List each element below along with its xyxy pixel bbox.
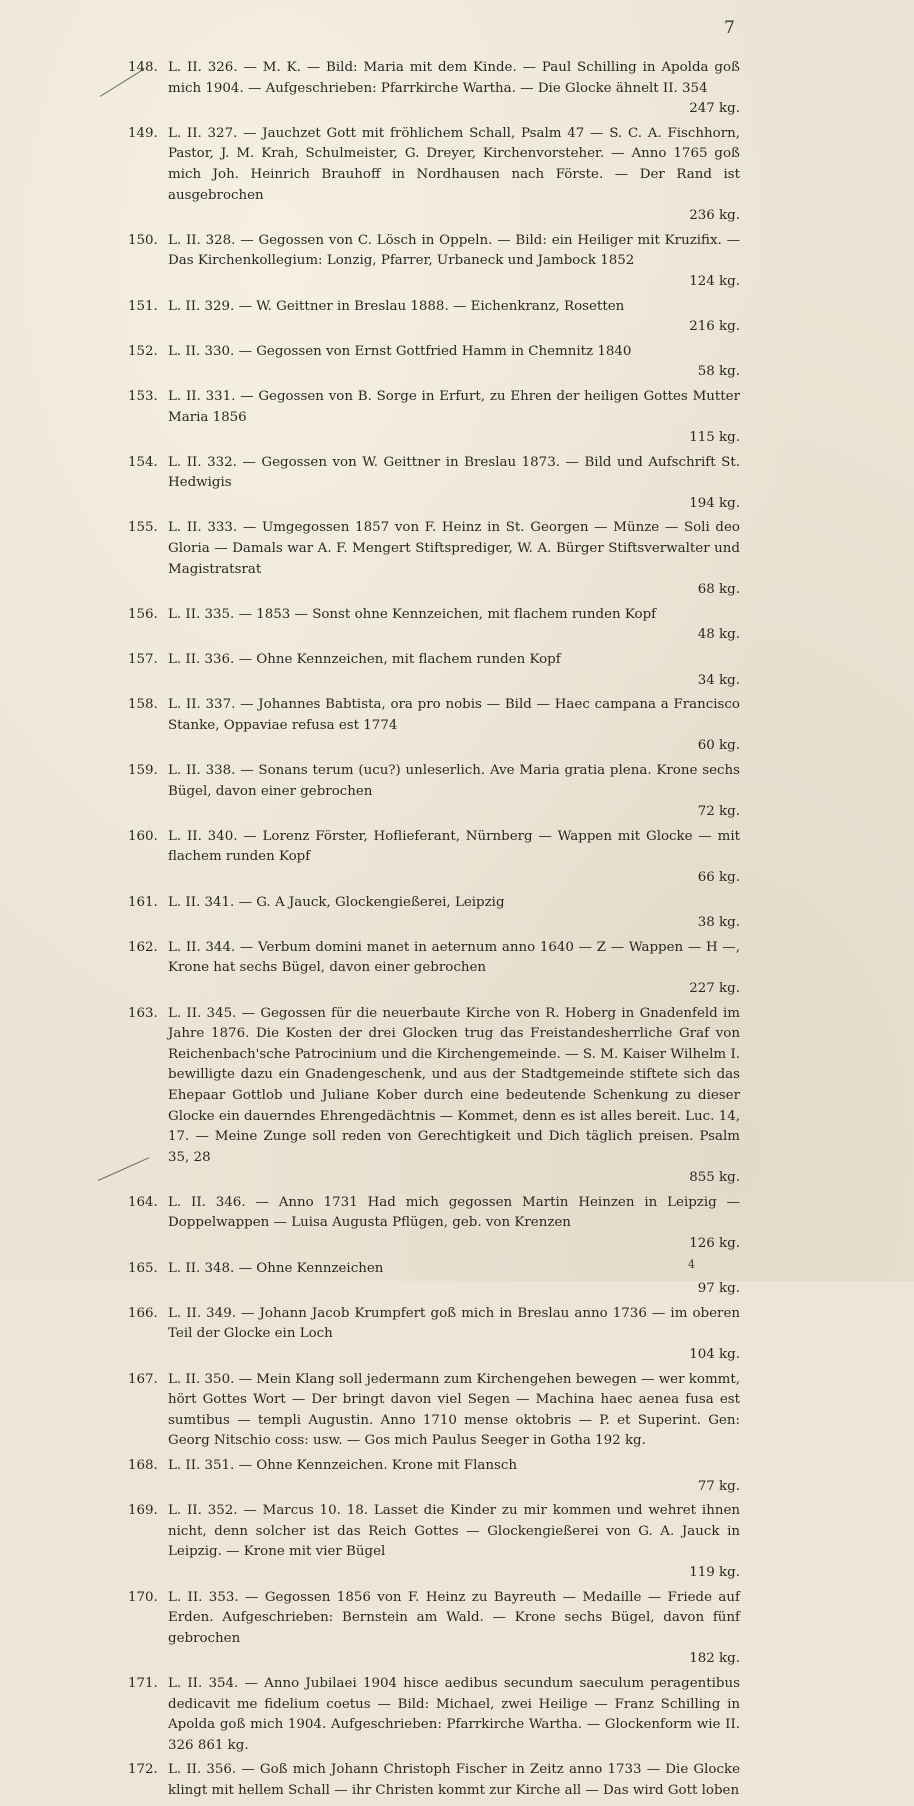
entry-weight: 247 kg. bbox=[689, 101, 740, 117]
bell-entry bbox=[128, 1674, 740, 1756]
bell-entry bbox=[128, 1588, 740, 1670]
entry-weight: 216 kg. bbox=[689, 319, 740, 335]
entry-number: 151. bbox=[128, 298, 158, 314]
entry-number: 158. bbox=[128, 697, 158, 713]
entry-text: L. II. 330. — Gegossen von Ernst Gottfried Hamm in Chemnitz 1840 bbox=[168, 343, 632, 359]
bell-entry bbox=[128, 938, 740, 1000]
entry-text: L. II. 335. — 1853 — Sonst ohne Kennzeichen, mit flachem runden Kopf bbox=[168, 606, 657, 622]
bell-entry bbox=[128, 1304, 740, 1366]
bell-entry bbox=[128, 297, 740, 338]
entry-number: 162. bbox=[128, 939, 158, 955]
entry-number: 164. bbox=[128, 1194, 158, 1210]
entry-weight: 77 kg. bbox=[697, 1478, 740, 1494]
entry-weight: 236 kg. bbox=[689, 208, 740, 224]
entry-weight: 68 kg. bbox=[697, 582, 740, 598]
bell-entry bbox=[128, 695, 740, 757]
entry-weight: 124 kg. bbox=[689, 273, 740, 289]
entry-number: 161. bbox=[128, 894, 158, 910]
entry-number: 172. bbox=[128, 1762, 158, 1778]
entry-weight: 58 kg. bbox=[697, 364, 740, 380]
entry-text: L. II. 346. — Anno 1731 Had mich gegossen Martin Heinzen in Leipzig — Doppelwappen — Luisa Augusta Pflügen, geb. von Krenzen bbox=[168, 1194, 740, 1231]
entry-text: L. II. 326. — M. K. — Bild: Maria mit dem Kinde. — Paul Schilling in Apolda goß mich 1904. — Aufgeschrieben: Pfarrkirche Wartha. — Die Glocke ähnelt II. 354 bbox=[168, 60, 740, 96]
entry-weight: 194 kg. bbox=[689, 495, 740, 511]
entry-text: L. II. 329. — W. Geittner in Breslau 1888. — Eichenkranz, Rosetten bbox=[168, 298, 625, 314]
bell-entry bbox=[128, 342, 740, 383]
entry-weight: 126 kg. bbox=[689, 1236, 740, 1252]
entry-weight: 38 kg. bbox=[697, 915, 740, 931]
entry-weight: 34 kg. bbox=[697, 672, 740, 688]
bell-entry bbox=[128, 761, 740, 823]
entry-number: 148. bbox=[128, 60, 158, 75]
bell-entry bbox=[128, 518, 740, 600]
entry-number: 154. bbox=[128, 454, 158, 470]
bell-entry bbox=[128, 1501, 740, 1583]
entry-number: 166. bbox=[128, 1305, 158, 1321]
bell-entry bbox=[128, 124, 740, 227]
entry-number: 150. bbox=[128, 232, 158, 248]
entry-number: 168. bbox=[128, 1458, 158, 1473]
entry-number: 159. bbox=[128, 763, 158, 778]
entry-number: 165. bbox=[128, 1260, 158, 1276]
entry-text: L. II. 331. — Gegossen von B. Sorge in Erfurt, zu Ehren der heiligen Gottes Mutter Maria 1856 bbox=[168, 388, 740, 425]
entry-number: 160. bbox=[128, 828, 158, 844]
entry-number: 171. bbox=[128, 1675, 158, 1691]
entry-text: L. II. 327. — Jauchzet Gott mit fröhlichem Schall, Psalm 47 — S. C. A. Fischhorn, Pastor, J. M. Krah, Schulmeister, G. Dreyer, Kirchenvorsteher. — Anno 1765 goß mich Joh. Heinrich Brauhoff in Nordhausen nach Förste. — Der Rand ist ausgebrochen bbox=[168, 125, 740, 203]
entry-number: 157. bbox=[128, 652, 158, 668]
bell-entry bbox=[128, 231, 740, 293]
entry-weight: 855 kg. bbox=[689, 1170, 740, 1186]
entry-weight: 72 kg. bbox=[697, 804, 740, 820]
entry-text: L. II. 344. — Verbum domini manet in aeternum anno 1640 — Z — Wappen — H —, Krone hat sechs Bügel, davon einer gebrochen bbox=[168, 939, 740, 976]
entry-weight: 104 kg. bbox=[689, 1347, 740, 1363]
bell-entry bbox=[128, 605, 740, 646]
entry-text: L. II. 341. — G. A Jauck, Glockengießerei, Leipzig bbox=[168, 894, 505, 910]
bell-entry bbox=[128, 1259, 740, 1300]
bell-entry bbox=[128, 1456, 740, 1497]
page-number: 7 bbox=[724, 18, 735, 38]
entry-number: 155. bbox=[128, 520, 158, 536]
entry-weight: 48 kg. bbox=[697, 627, 740, 643]
entry-text: L. II. 353. — Gegossen 1856 von F. Heinz zu Bayreuth — Medaille — Friede auf Erden. Aufgeschrieben: Bernstein am Wald. — Krone sechs Bügel, davon fünf gebrochen bbox=[168, 1589, 740, 1646]
bell-entry bbox=[128, 387, 740, 449]
bell-entry bbox=[128, 58, 740, 120]
bell-entry bbox=[128, 827, 740, 889]
entry-number: 169. bbox=[128, 1503, 158, 1519]
entry-number: 170. bbox=[128, 1589, 158, 1605]
entry-text: L. II. 333. — Umgegossen 1857 von F. Heinz in St. Georgen — Münze — Soli deo Gloria — Damals war A. F. Mengert Stiftsprediger, W. A. Bürger Stiftsverwalter und Magistratsrat bbox=[168, 520, 740, 577]
bell-entry bbox=[128, 893, 740, 934]
entry-text: L. II. 336. — Ohne Kennzeichen, mit flachem runden Kopf bbox=[168, 652, 561, 668]
entry-text: L. II. 345. — Gegossen für die neuerbaute Kirche von R. Hoberg in Gnadenfeld im Jahre 1876. Die Kosten der drei Glocken trug das Freistandesherrliche Graf von Reichenbach'sche Patrocinium und die Kirchengemeinde. — S. M. Kaiser Wilhelm I. bewilligte dazu ein Gnadengeschenk, und aus der Stadtgemeinde stiftete sich das Ehepaar Gottlob und Juliane Kober durch eine bedeutende Schenkung zu dieser Glocke ein dauerndes Ehrengedächtnis — Kommet, denn es ist alles bereit. Luc. 14, 17. — Meine Zunge soll reden von Gerechtigkeit und Dich täglich preisen. Psalm 35, 28 bbox=[168, 1005, 740, 1165]
entry-weight: 119 kg. bbox=[689, 1564, 740, 1580]
bell-entry bbox=[128, 1760, 740, 1801]
entry-weight: 60 kg. bbox=[697, 738, 740, 754]
bell-entry bbox=[128, 1370, 740, 1452]
entry-number: 156. bbox=[128, 606, 158, 622]
entry-weight: 182 kg. bbox=[689, 1651, 740, 1667]
entry-text: L. II. 356. — Goß mich Johann Christoph Fischer in Zeitz anno 1733 — Die Glocke klingt mit hellem Schall — ihr Christen kommt zur Kirche all — Das wird Gott loben bbox=[168, 1762, 740, 1798]
bell-entry bbox=[128, 650, 740, 691]
entry-weight: 227 kg. bbox=[689, 980, 740, 996]
entry-text: L. II. 354. — Anno Jubilaei 1904 hisce aedibus secundum saeculum peragentibus dedicavit me fidelium coetus — Bild: Michael, zwei Heilige — Franz Schilling in Apolda goß mich 1904. Aufgeschrieben: Pfarrkirche Wartha. — Glockenform wie II. 326 861 kg. bbox=[168, 1675, 740, 1753]
footer-signature: 4 bbox=[688, 1258, 695, 1271]
entry-number: 163. bbox=[128, 1005, 158, 1021]
entry-weight: 115 kg. bbox=[689, 430, 740, 446]
entry-number: 152. bbox=[128, 343, 158, 359]
entry-text: L. II. 352. — Marcus 10. 18. Lasset die Kinder zu mir kommen und wehret ihnen nicht, denn solcher ist das Reich Gottes — Glockengießerei von G. A. Jauck in Leipzig. — Krone mit vier Bügel bbox=[168, 1503, 740, 1560]
entry-text: L. II. 348. — Ohne Kennzeichen bbox=[168, 1260, 384, 1276]
entry-text: L. II. 351. — Ohne Kennzeichen. Krone mit Flansch bbox=[168, 1458, 517, 1473]
entry-text: L. II. 328. — Gegossen von C. Lösch in Oppeln. — Bild: ein Heiliger mit Kruzifix. — Das Kirchenkollegium: Lonzig, Pfarrer, Urbaneck und Jambock 1852 bbox=[168, 232, 740, 269]
entry-number: 153. bbox=[128, 388, 158, 404]
entry-weight: 97 kg. bbox=[697, 1281, 740, 1297]
entry-number: 149. bbox=[128, 125, 158, 141]
entry-text: L. II. 338. — Sonans terum (ucu?) unleserlich. Ave Maria gratia plena. Krone sechs Bügel, davon einer gebrochen bbox=[168, 763, 740, 799]
entry-text: L. II. 349. — Johann Jacob Krumpfert goß mich in Breslau anno 1736 — im oberen Teil der Glocke ein Loch bbox=[168, 1305, 740, 1342]
entry-text: L. II. 337. — Johannes Babtista, ora pro nobis — Bild — Haec campana a Francisco Stanke, Oppaviae refusa est 1774 bbox=[168, 697, 740, 733]
entry-text: L. II. 350. — Mein Klang soll jedermann zum Kirchengehen bewegen — wer kommt, hört Gottes Wort — Der bringt davon viel Segen — Machina haec aenea fusa est sumtibus — templi Augustin. Anno 1710 mense oktobris — P. et Superint. Gen: Georg Nitschio coss: usw. — Gos mich Paulus Seeger in Gotha 192 kg. bbox=[168, 1371, 740, 1449]
bell-list bbox=[128, 58, 740, 1806]
bell-entry bbox=[128, 1004, 740, 1189]
bell-entry bbox=[128, 1193, 740, 1255]
bell-entry bbox=[128, 453, 740, 515]
entry-weight: 66 kg. bbox=[697, 869, 740, 885]
entry-text: L. II. 340. — Lorenz Förster, Hoflieferant, Nürnberg — Wappen mit Glocke — mit flachem runden Kopf bbox=[168, 828, 740, 865]
entry-text: L. II. 332. — Gegossen von W. Geittner in Breslau 1873. — Bild und Aufschrift St. Hedwigis bbox=[168, 454, 740, 491]
entry-number: 167. bbox=[128, 1371, 158, 1387]
